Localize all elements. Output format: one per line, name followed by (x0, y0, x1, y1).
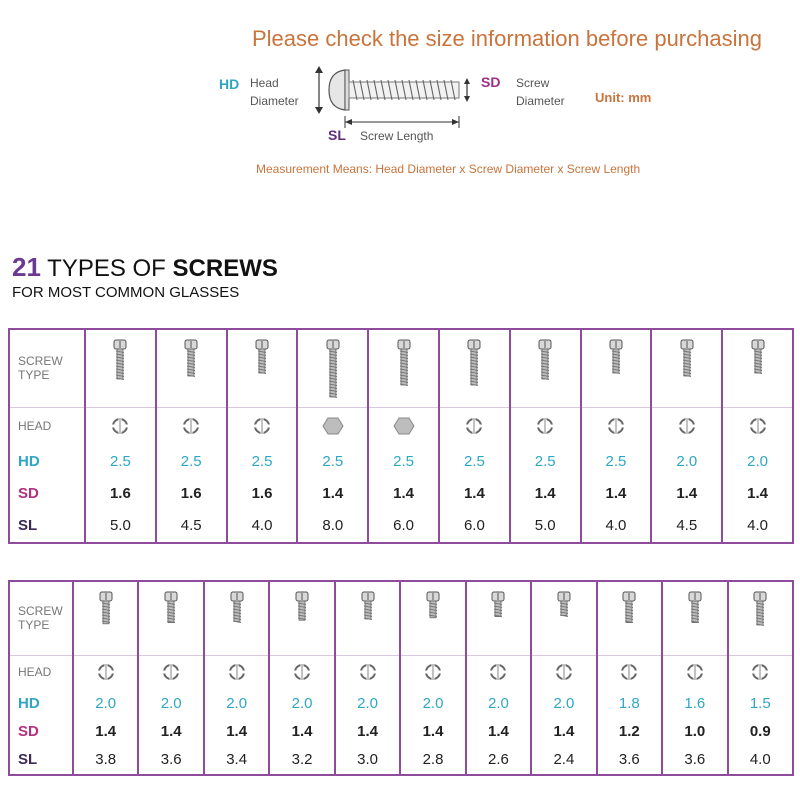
head-cell (581, 407, 652, 445)
sd-value: 1.4 (297, 477, 368, 509)
head-diameter-label-line1: Head (250, 76, 279, 90)
phillips-head-icon (747, 415, 769, 437)
head-cell (138, 655, 203, 689)
screw-image-cell (531, 581, 596, 655)
screw-type-label-line2: TYPE (18, 368, 50, 383)
screw-image-cell (138, 581, 203, 655)
sl-value: 4.5 (156, 509, 227, 543)
hd-value: 2.0 (204, 689, 269, 717)
hd-value: 2.5 (510, 445, 581, 477)
sl-tag: SL (328, 127, 346, 143)
phillips-head-icon (676, 415, 698, 437)
phillips-head-icon (357, 661, 379, 683)
hd-value: 1.5 (728, 689, 793, 717)
screw-icon (292, 590, 312, 646)
head-cell (73, 655, 138, 689)
screw-icon (677, 338, 697, 398)
screw-image-cell (597, 581, 662, 655)
sl-value: 4.5 (651, 509, 722, 543)
screw-icon (161, 590, 181, 646)
hd-value: 2.0 (335, 689, 400, 717)
sd-value: 1.4 (581, 477, 652, 509)
sd-value: 1.4 (722, 477, 793, 509)
screw-icon (323, 338, 343, 398)
hd-value: 2.0 (73, 689, 138, 717)
screw-icon (685, 590, 705, 646)
sl-value: 6.0 (439, 509, 510, 543)
head-label: HEAD (9, 655, 73, 689)
head-cell (597, 655, 662, 689)
screw-image-cell (651, 329, 722, 407)
headline-mid: TYPES OF (40, 255, 173, 282)
hd-value: 2.0 (138, 689, 203, 717)
screw-icon (110, 338, 130, 398)
hd-value: 2.0 (722, 445, 793, 477)
head-cell (439, 407, 510, 445)
hd-value: 2.0 (466, 689, 531, 717)
sl-value: 2.6 (466, 745, 531, 775)
head-label: HEAD (9, 407, 85, 445)
screw-type-label (9, 329, 85, 407)
sd-value: 1.4 (466, 717, 531, 745)
phillips-head-icon (534, 415, 556, 437)
hd-tag: HD (219, 76, 240, 92)
screw-icon (358, 590, 378, 646)
phillips-head-icon (160, 661, 182, 683)
screw-table-2 (8, 580, 794, 776)
subheadline: FOR MOST COMMON GLASSES (12, 284, 240, 301)
screw-icon (181, 338, 201, 398)
sd-value: 1.2 (597, 717, 662, 745)
screw-icon (464, 338, 484, 398)
screw-type-label-line1: SCREW (18, 604, 63, 619)
sd-value: 1.6 (85, 477, 156, 509)
phillips-head-icon (422, 661, 444, 683)
phillips-head-icon (226, 661, 248, 683)
hd-value: 1.8 (597, 689, 662, 717)
screw-image-cell (368, 329, 439, 407)
head-cell (651, 407, 722, 445)
screw-icon (394, 338, 414, 398)
sd-row-label: SD (9, 717, 73, 745)
purchase-notice: Please check the size information before purchasing (252, 26, 762, 51)
sd-row-label: SD (9, 477, 85, 509)
sd-value: 1.4 (368, 477, 439, 509)
sd-value: 1.4 (138, 717, 203, 745)
screw-image-cell (466, 581, 531, 655)
hd-value: 2.0 (269, 689, 334, 717)
screw-image-cell (73, 581, 138, 655)
screw-icon (423, 590, 443, 646)
head-cell (722, 407, 793, 445)
measurement-means: Measurement Means: Head Diameter x Screw Diameter x Screw Length (256, 162, 641, 176)
sd-value: 1.4 (510, 477, 581, 509)
head-cell (156, 407, 227, 445)
head-cell (335, 655, 400, 689)
screw-image-cell (335, 581, 400, 655)
head-cell (531, 655, 596, 689)
sl-row-label: SL (9, 509, 85, 543)
hd-value: 2.0 (400, 689, 465, 717)
screw-diameter-label (516, 74, 565, 110)
screw-image-cell (297, 329, 368, 407)
phillips-head-icon (291, 661, 313, 683)
sd-value: 1.6 (156, 477, 227, 509)
screw-icon (96, 590, 116, 646)
headline-bold: SCREWS (172, 255, 278, 282)
phillips-head-icon (180, 415, 202, 437)
sd-value: 1.4 (651, 477, 722, 509)
screw-type-label (9, 581, 73, 655)
sd-value: 1.4 (269, 717, 334, 745)
sl-value: 3.0 (335, 745, 400, 775)
hd-row-label: HD (9, 689, 73, 717)
sl-value: 4.0 (227, 509, 298, 543)
head-cell (368, 407, 439, 445)
phillips-head-icon (109, 415, 131, 437)
screw-image-cell (581, 329, 652, 407)
screw-icon (488, 590, 508, 646)
head-cell (400, 655, 465, 689)
headline (12, 252, 278, 283)
head-diameter-label (250, 74, 299, 110)
head-cell (728, 655, 793, 689)
sd-value: 1.4 (73, 717, 138, 745)
headline-count: 21 (12, 252, 41, 282)
screw-image-cell (400, 581, 465, 655)
sl-value: 4.0 (728, 745, 793, 775)
hd-value: 2.5 (368, 445, 439, 477)
head-cell (85, 407, 156, 445)
screw-image-cell (227, 329, 298, 407)
screw-length-label: Screw Length (360, 129, 434, 143)
screw-diagram-icon (305, 62, 475, 134)
hd-value: 1.6 (662, 689, 727, 717)
phillips-head-icon (553, 661, 575, 683)
phillips-head-icon (684, 661, 706, 683)
hd-row-label: HD (9, 445, 85, 477)
screw-icon (748, 338, 768, 398)
sd-value: 1.6 (227, 477, 298, 509)
screw-icon (750, 590, 770, 646)
sl-value: 6.0 (368, 509, 439, 543)
screw-image-cell (85, 329, 156, 407)
sl-value: 8.0 (297, 509, 368, 543)
hd-value: 2.5 (439, 445, 510, 477)
sl-value: 4.0 (722, 509, 793, 543)
sd-value: 1.4 (439, 477, 510, 509)
sl-value: 3.2 (269, 745, 334, 775)
head-cell (269, 655, 334, 689)
head-cell (662, 655, 727, 689)
hd-value: 2.5 (297, 445, 368, 477)
sd-value: 1.4 (335, 717, 400, 745)
sd-value: 1.4 (531, 717, 596, 745)
sl-value: 2.4 (531, 745, 596, 775)
hd-value: 2.5 (581, 445, 652, 477)
screw-image-cell (269, 581, 334, 655)
sl-value: 3.6 (597, 745, 662, 775)
phillips-head-icon (487, 661, 509, 683)
phillips-head-icon (95, 661, 117, 683)
screw-image-cell (156, 329, 227, 407)
screw-diameter-label-line2: Diameter (516, 94, 565, 108)
screw-image-cell (662, 581, 727, 655)
phillips-head-icon (618, 661, 640, 683)
hex-head-icon (322, 415, 344, 437)
sl-value: 2.8 (400, 745, 465, 775)
screw-type-label-line2: TYPE (18, 618, 50, 633)
screw-icon (606, 338, 626, 398)
unit-label: Unit: mm (595, 90, 652, 105)
screw-image-cell (439, 329, 510, 407)
screw-image-cell (728, 581, 793, 655)
screw-table-1 (8, 328, 794, 544)
phillips-head-icon (749, 661, 771, 683)
screw-type-label-line1: SCREW (18, 354, 63, 369)
screw-icon (227, 590, 247, 646)
sl-value: 5.0 (85, 509, 156, 543)
hd-value: 2.5 (85, 445, 156, 477)
sl-row-label: SL (9, 745, 73, 775)
sl-value: 4.0 (581, 509, 652, 543)
sd-value: 1.0 (662, 717, 727, 745)
head-cell (466, 655, 531, 689)
hex-head-icon (393, 415, 415, 437)
phillips-head-icon (251, 415, 273, 437)
sl-value: 5.0 (510, 509, 581, 543)
sd-value: 1.4 (204, 717, 269, 745)
sl-value: 3.8 (73, 745, 138, 775)
screw-icon (619, 590, 639, 646)
hd-value: 2.5 (227, 445, 298, 477)
head-diameter-label-line2: Diameter (250, 94, 299, 108)
phillips-head-icon (463, 415, 485, 437)
head-cell (510, 407, 581, 445)
screw-diameter-label-line1: Screw (516, 76, 550, 90)
phillips-head-icon (605, 415, 627, 437)
screw-icon (535, 338, 555, 398)
sl-value: 3.6 (138, 745, 203, 775)
screw-image-cell (510, 329, 581, 407)
hd-value: 2.0 (651, 445, 722, 477)
hd-value: 2.0 (531, 689, 596, 717)
head-cell (227, 407, 298, 445)
screw-icon (252, 338, 272, 398)
sd-value: 1.4 (400, 717, 465, 745)
sd-tag: SD (481, 74, 501, 90)
screw-icon (554, 590, 574, 646)
hd-value: 2.5 (156, 445, 227, 477)
sd-value: 0.9 (728, 717, 793, 745)
screw-image-cell (204, 581, 269, 655)
sl-value: 3.6 (662, 745, 727, 775)
head-cell (204, 655, 269, 689)
sl-value: 3.4 (204, 745, 269, 775)
head-cell (297, 407, 368, 445)
screw-image-cell (722, 329, 793, 407)
